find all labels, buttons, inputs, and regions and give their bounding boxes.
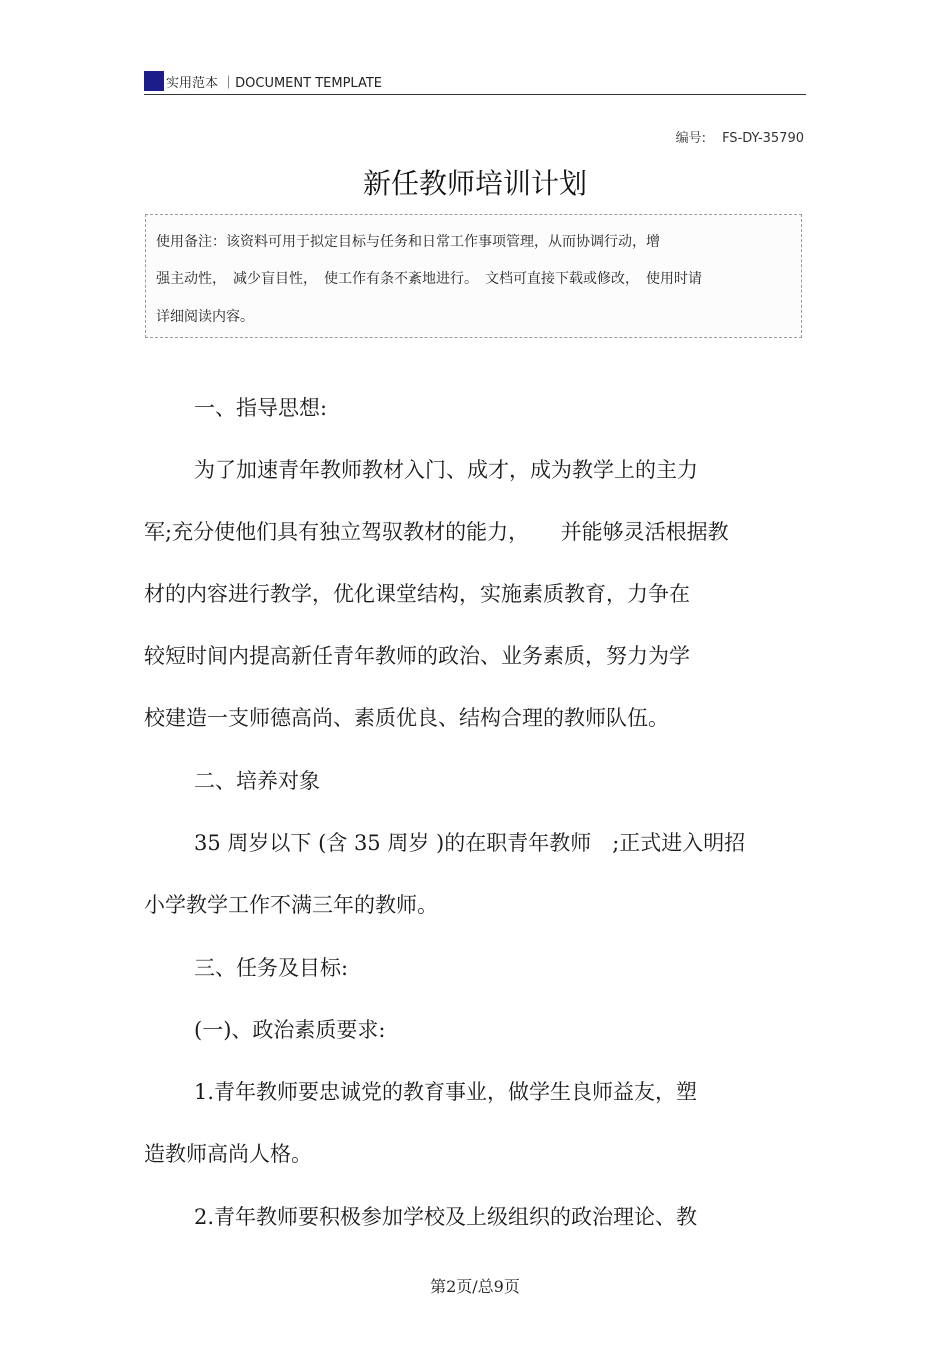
section-heading: 三、任务及目标: xyxy=(194,956,349,980)
paragraph-line: 材的内容进行教学，优化课堂结构，实施素质教育，力争在 xyxy=(144,582,690,606)
page-footer: 第2页/总9页 xyxy=(430,1277,520,1296)
document-number-value: FS-DY-35790 xyxy=(722,131,804,146)
paragraph-line: 2.青年教师要积极参加学校及上级组织的政治理论、教 xyxy=(194,1205,698,1229)
document-number xyxy=(676,127,804,146)
logo-square-icon xyxy=(144,71,164,91)
paragraph-line: 35 周岁以下 (含 35 周岁 )的在职青年教师 ;正式进入明招 xyxy=(194,831,746,855)
document-number-label: 编号: xyxy=(675,131,707,146)
usage-note-line: 详细阅读内容。 xyxy=(156,309,254,325)
usage-note-line: 强主动性， 减少盲目性， 使工作有条不紊地进行。 文档可直接下载或修改， 使用时请 xyxy=(156,271,702,287)
subsection-heading: (一)、政治素质要求: xyxy=(194,1018,386,1042)
page-header xyxy=(144,70,806,95)
paragraph-line: 小学教学工作不满三年的教师。 xyxy=(144,893,438,917)
header-text: 实用范本 ｜DOCUMENT TEMPLATE xyxy=(166,76,382,91)
usage-note-line: 使用备注：该资料可用于拟定目标与任务和日常工作事项管理，从而协调行动，增 xyxy=(156,234,660,250)
paragraph-line: 校建造一支师德高尚、素质优良、结构合理的教师队伍。 xyxy=(144,706,669,730)
paragraph-line: 1.青年教师要忠诚党的教育事业，做学生良师益友，塑 xyxy=(194,1080,698,1104)
section-heading: 一、指导思想: xyxy=(194,396,328,420)
document-title: 新任教师培训计划 xyxy=(362,167,587,200)
paragraph-line: 军;充分使他们具有独立驾驭教材的能力， 并能够灵活根据教 xyxy=(144,520,729,544)
section-heading: 二、培养对象 xyxy=(194,769,320,793)
paragraph-line: 造教师高尚人格。 xyxy=(144,1142,312,1166)
paragraph-line: 为了加速青年教师教材入门、成才，成为教学上的主力 xyxy=(194,458,698,482)
usage-note-box xyxy=(145,214,802,338)
paragraph-line: 较短时间内提高新任青年教师的政治、业务素质，努力为学 xyxy=(144,644,690,668)
